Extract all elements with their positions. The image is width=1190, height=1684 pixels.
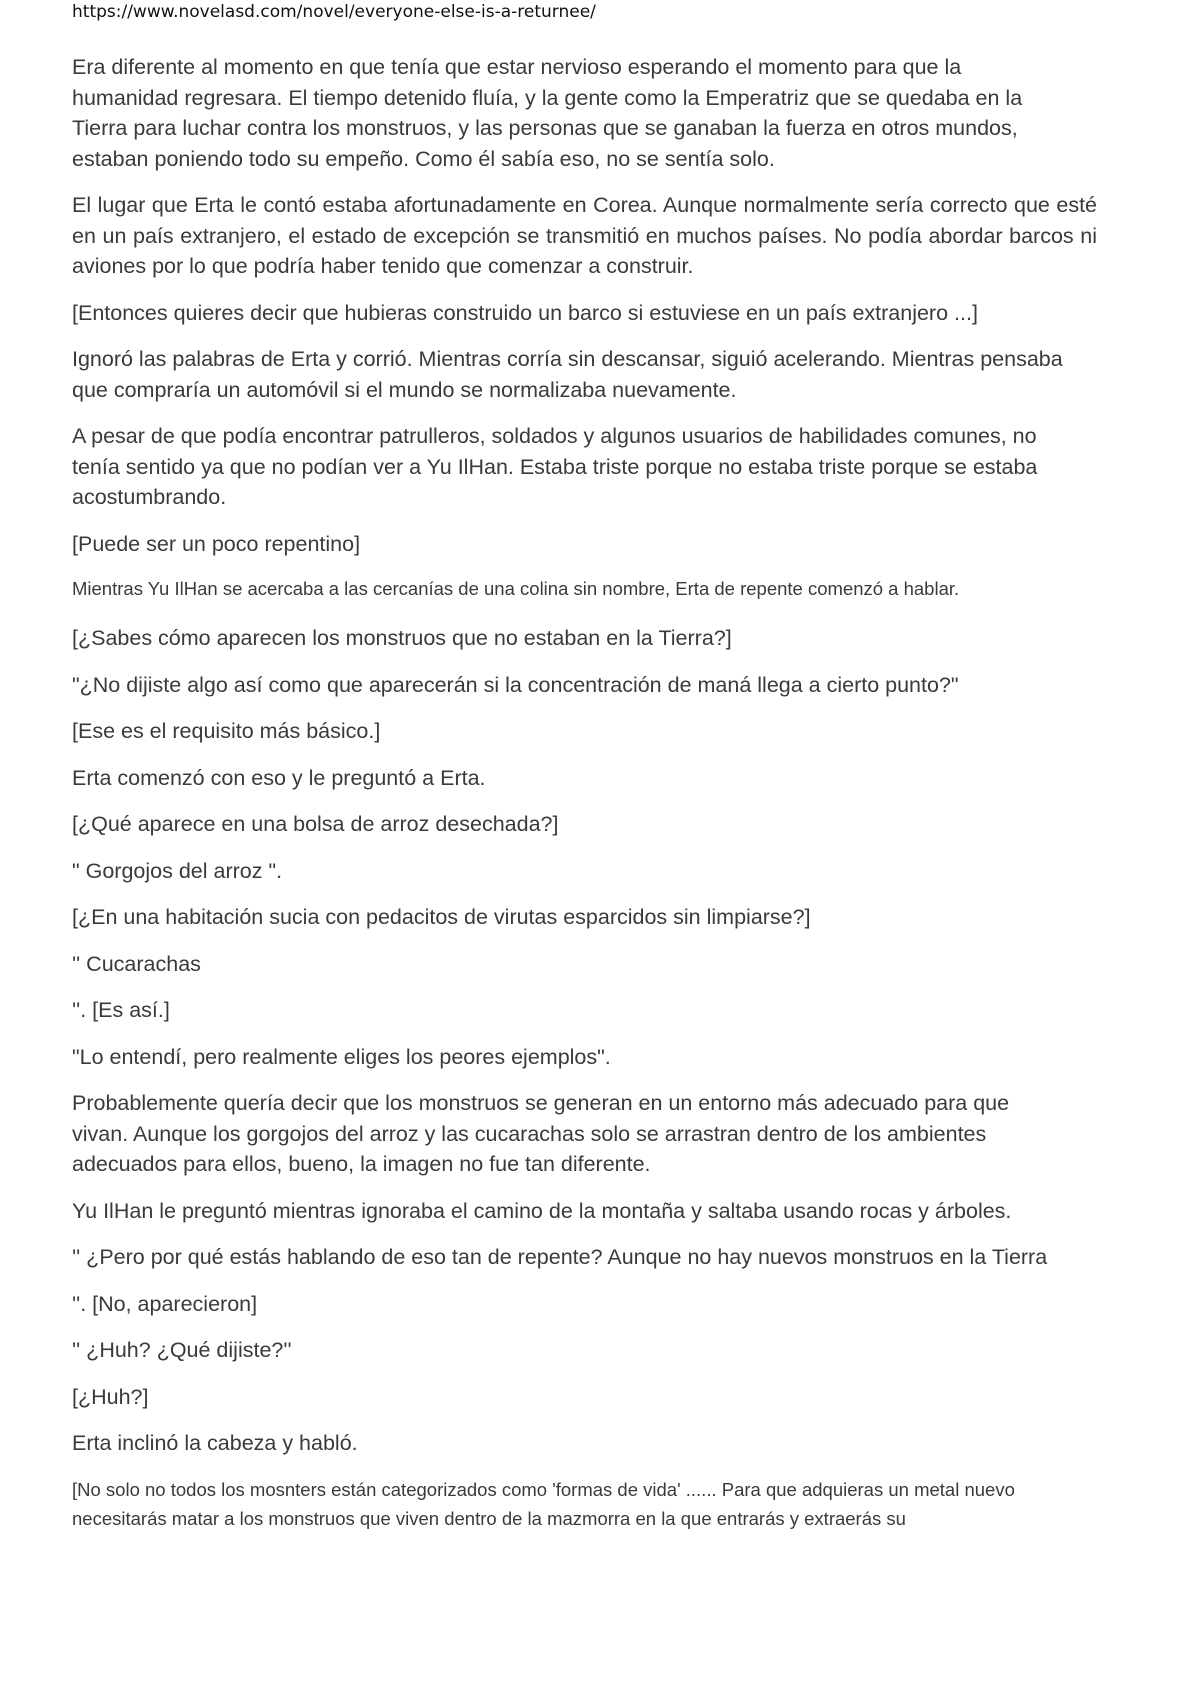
paragraph: Erta comenzó con eso y le preguntó a Erta.	[72, 765, 486, 790]
paragraph: [¿En una habitación sucia con pedacitos de virutas esparcidos sin limpiarse?]	[72, 905, 811, 929]
paragraph: El lugar que Erta le contó estaba afortunadamente en Corea. Aunque normalmente sería correcto que esté en un país extranjero, el estado de excepción se transmitió en muchos países. No podía abordar barcos ni aviones por lo que podría haber tenido que comenzar a construir.	[72, 193, 1097, 278]
paragraph: A pesar de que podía encontrar patrulleros, soldados y algunos usuarios de habilidades comunes, no tenía sentido ya que no podían ver a Yu IlHan. Estaba triste porque no estaba triste porque se estaba acostumbrando.	[72, 424, 1038, 509]
paragraph: "¿No dijiste algo así como que aparecerán si la concentración de maná llega a cierto punto?"	[72, 672, 959, 697]
paragraph: [Puede ser un poco repentino]	[72, 531, 361, 556]
paragraph: Mientras Yu IlHan se acercaba a las cercanías de una colina sin nombre, Erta de repente comenzó a hablar.	[72, 578, 960, 599]
paragraph: "Lo entendí, pero realmente eliges los peores ejemplos".	[72, 1044, 611, 1069]
paragraph: '' ¿Pero por qué estás hablando de eso tan de repente? Aunque no hay nuevos monstruos en la Tierra	[72, 1245, 1048, 1269]
paragraph: Yu IlHan le preguntó mientras ignoraba el camino de la montaña y saltaba usando rocas y árboles.	[72, 1198, 1012, 1223]
paragraph: Ignoró las palabras de Erta y corrió. Mientras corría sin descansar, siguió acelerando. Mientras pensaba que compraría un automóvil si el mundo se normalizaba nuevamente.	[72, 347, 1063, 402]
paragraph: ''. [Es así.]	[72, 998, 170, 1022]
paragraph: '' Cucarachas	[72, 951, 201, 976]
paragraph: [No solo no todos los mosnters están categorizados como 'formas de vida' ...... Para que adquieras un metal nuevo necesitarás matar a los monstruos que viven dentro de la mazmorra en la que entrarás y extraerás su	[72, 1478, 1015, 1529]
paragraph: [Ese es el requisito más básico.]	[72, 719, 381, 743]
paragraph: Era diferente al momento en que tenía que estar nervioso esperando el momento para que la humanidad regresara. El tiempo detenido fluía, y la gente como la Emperatriz que se quedaba en la Tierra para luchar contra los monstruos, y las personas que se ganaban la fuerza en otros mundos, estaban poniendo todo su empeño. Como él sabía eso, no se sentía solo.	[72, 55, 1023, 171]
paragraph: [¿Qué aparece en una bolsa de arroz desechada?]	[72, 812, 559, 836]
paragraph: ''. [No, aparecieron]	[72, 1291, 258, 1316]
paragraph: Erta inclinó la cabeza y habló.	[72, 1431, 358, 1455]
paragraph: [¿Huh?]	[72, 1384, 149, 1409]
paragraph: [¿Sabes cómo aparecen los monstruos que no estaban en la Tierra?]	[72, 626, 732, 650]
paragraph: '' ¿Huh? ¿Qué dijiste?''	[72, 1338, 292, 1362]
page-url: https://www.novelasd.com/novel/everyone-else-is-a-returnee/	[72, 2, 596, 22]
paragraph: [Entonces quieres decir que hubieras construido un barco si estuviese en un país extranjero ...]	[72, 300, 978, 325]
paragraph: Probablemente quería decir que los monstruos se generan en un entorno más adecuado para que vivan. Aunque los gorgojos del arroz y las cucarachas solo se arrastran dentro de los ambientes adecuados para ellos, bueno, la imagen no fue tan diferente.	[72, 1091, 1010, 1176]
document-body	[72, 52, 1102, 1549]
paragraph: " Gorgojos del arroz ".	[72, 858, 283, 883]
